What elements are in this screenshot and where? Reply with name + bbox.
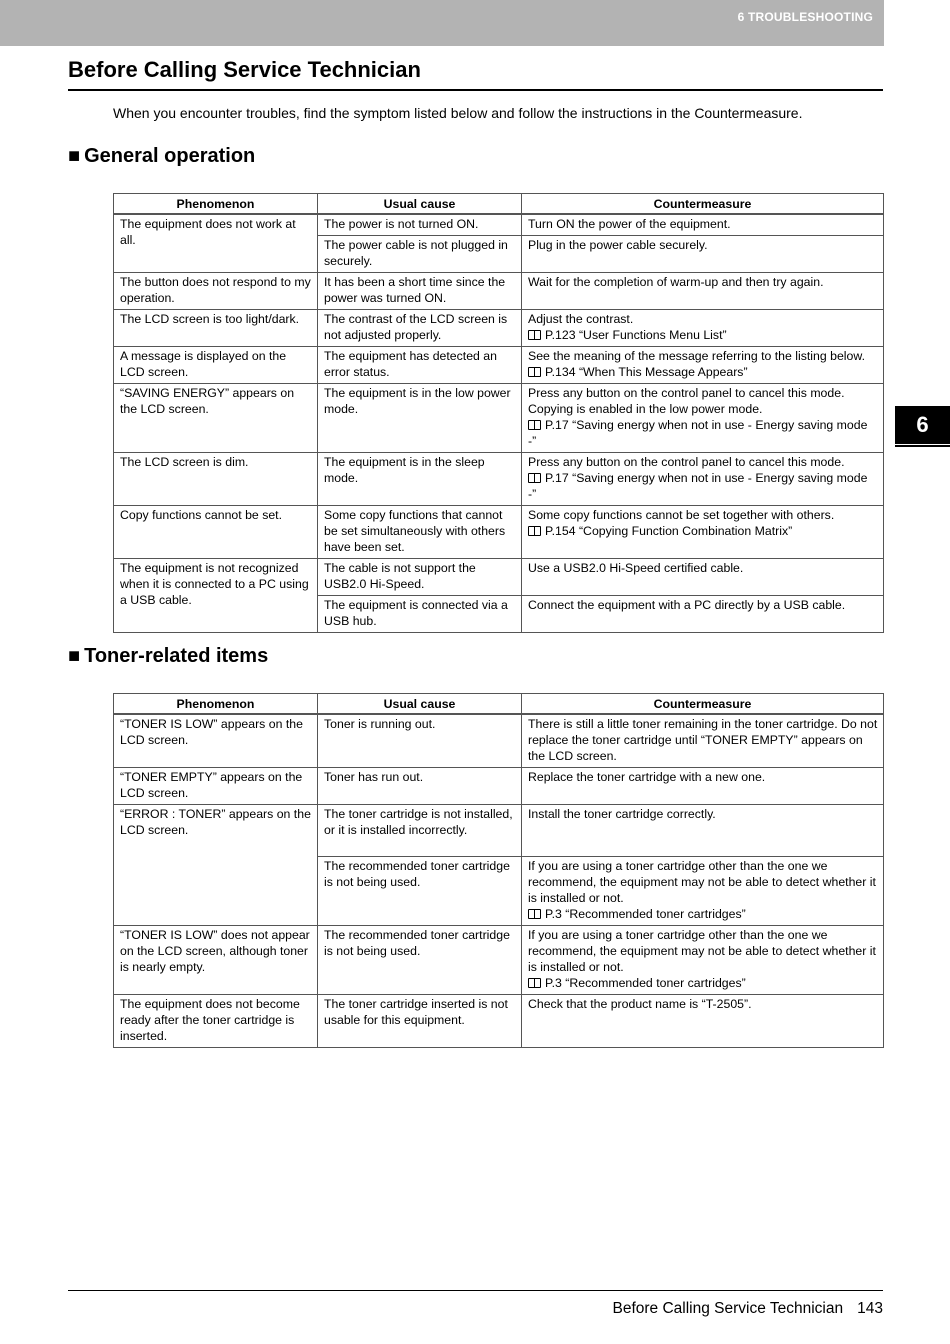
cause-cell: The cable is not support the USB2.0 Hi-Speed.	[318, 559, 522, 596]
title-divider	[68, 89, 883, 91]
manual-reference-icon	[528, 526, 541, 536]
cause-cell: The power cable is not plugged in securely.	[318, 236, 522, 273]
countermeasure-cell	[522, 236, 884, 273]
phenomenon-cell: The button does not respond to my operation.	[114, 273, 318, 310]
table-row	[114, 506, 884, 559]
countermeasure-cell	[522, 506, 884, 559]
phenomenon-cell: The LCD screen is dim.	[114, 453, 318, 506]
table-row	[114, 273, 884, 310]
countermeasure-text: Press any button on the control panel to cancel this mode. Copying is enabled in the low power mode.	[528, 386, 845, 416]
cause-cell: The power is not turned ON.	[318, 214, 522, 236]
countermeasure-text: There is still a little toner remaining in the toner cartridge. Do not replace the toner cartridge until “TONER EMPTY” appears on the LCD screen.	[528, 717, 878, 763]
general-operation-table	[113, 193, 884, 633]
countermeasure-text: If you are using a toner cartridge other than the one we recommend, the equipment may not be able to detect whether it is installed or not.	[528, 928, 876, 974]
page-reference-text: P.154 “Copying Function Combination Matrix”	[545, 524, 793, 538]
column-header-countermeasure: Countermeasure	[522, 194, 884, 215]
square-bullet-icon: ■	[68, 145, 81, 167]
countermeasure-cell	[522, 453, 884, 506]
manual-reference-icon	[528, 367, 541, 377]
countermeasure-text: Plug in the power cable securely.	[528, 238, 708, 252]
page-reference[interactable]	[528, 906, 878, 922]
manual-reference-icon	[528, 330, 541, 340]
cause-cell: Toner is running out.	[318, 714, 522, 768]
countermeasure-cell	[522, 995, 884, 1048]
manual-reference-icon	[528, 473, 541, 483]
phenomenon-cell: A message is displayed on the LCD screen.	[114, 347, 318, 384]
countermeasure-cell	[522, 273, 884, 310]
page-reference[interactable]	[528, 327, 878, 343]
page-reference[interactable]	[528, 975, 878, 991]
cause-cell: The contrast of the LCD screen is not adjusted properly.	[318, 310, 522, 347]
countermeasure-text: Wait for the completion of warm-up and then try again.	[528, 275, 824, 289]
countermeasure-text: Install the toner cartridge correctly.	[528, 807, 716, 821]
countermeasure-cell	[522, 596, 884, 633]
table-row	[114, 995, 884, 1048]
page-title: Before Calling Service Technician	[68, 57, 421, 82]
table-row	[114, 559, 884, 596]
page-reference[interactable]	[528, 364, 878, 380]
footer-divider	[68, 1290, 883, 1291]
countermeasure-cell	[522, 805, 884, 857]
cause-cell: The equipment is in the sleep mode.	[318, 453, 522, 506]
cause-cell: Toner has run out.	[318, 768, 522, 805]
phenomenon-cell: The equipment does not work at all.	[114, 214, 318, 273]
cause-cell: The recommended toner cartridge is not being used.	[318, 926, 522, 995]
table-row	[114, 714, 884, 768]
page-number: 143	[857, 1300, 883, 1317]
countermeasure-cell	[522, 768, 884, 805]
manual-reference-icon	[528, 978, 541, 988]
column-header-usual-cause: Usual cause	[318, 694, 522, 715]
column-header-phenomenon: Phenomenon	[114, 694, 318, 715]
section-heading-label: General operation	[84, 145, 256, 167]
toner-related-table	[113, 693, 884, 1048]
page-reference-text: P.17 “Saving energy when not in use - Energy saving mode -”	[528, 471, 868, 501]
page-footer	[613, 1300, 884, 1318]
cause-cell: The equipment is connected via a USB hub.	[318, 596, 522, 633]
phenomenon-cell: “TONER IS LOW” does not appear on the LCD screen, although toner is nearly empty.	[114, 926, 318, 995]
phenomenon-cell: Copy functions cannot be set.	[114, 506, 318, 559]
square-bullet-icon: ■	[68, 645, 81, 667]
table-header-row	[114, 694, 884, 715]
phenomenon-cell: The equipment is not recognized when it is connected to a PC using a USB cable.	[114, 559, 318, 633]
cause-cell: The toner cartridge is not installed, or it is installed incorrectly.	[318, 805, 522, 857]
phenomenon-cell: “TONER IS LOW” appears on the LCD screen.	[114, 714, 318, 768]
table-row	[114, 926, 884, 995]
phenomenon-cell: The LCD screen is too light/dark.	[114, 310, 318, 347]
cause-cell: The equipment is in the low power mode.	[318, 384, 522, 453]
manual-reference-icon	[528, 909, 541, 919]
phenomenon-cell: “ERROR : TONER” appears on the LCD screen.	[114, 805, 318, 926]
countermeasure-cell	[522, 559, 884, 596]
countermeasure-text: Adjust the contrast.	[528, 312, 634, 326]
phenomenon-cell: “TONER EMPTY” appears on the LCD screen.	[114, 768, 318, 805]
column-header-countermeasure: Countermeasure	[522, 694, 884, 715]
page-reference-text: P.3 “Recommended toner cartridges”	[545, 976, 746, 990]
table-row	[114, 347, 884, 384]
page-reference-text: P.17 “Saving energy when not in use - Energy saving mode -”	[528, 418, 868, 448]
phenomenon-cell: “SAVING ENERGY” appears on the LCD screen.	[114, 384, 318, 453]
chapter-header: 6 TROUBLESHOOTING	[737, 10, 873, 24]
countermeasure-text: Check that the product name is “T-2505”.	[528, 997, 752, 1011]
countermeasure-cell	[522, 926, 884, 995]
countermeasure-cell	[522, 310, 884, 347]
countermeasure-cell	[522, 347, 884, 384]
page-reference[interactable]	[528, 523, 878, 539]
countermeasure-text: Turn ON the power of the equipment.	[528, 217, 731, 231]
page-reference-text: P.134 “When This Message Appears”	[545, 365, 748, 379]
countermeasure-text: See the meaning of the message referring to the listing below.	[528, 349, 865, 363]
page-reference-text: P.3 “Recommended toner cartridges”	[545, 907, 746, 921]
page-reference-text: P.123 “User Functions Menu List”	[545, 328, 727, 342]
cause-cell: The toner cartridge inserted is not usable for this equipment.	[318, 995, 522, 1048]
section-heading-general-operation	[68, 145, 255, 168]
countermeasure-text: Some copy functions cannot be set together with others.	[528, 508, 835, 522]
page-reference[interactable]	[528, 470, 878, 502]
cause-cell: It has been a short time since the power was turned ON.	[318, 273, 522, 310]
intro-text: When you encounter troubles, find the symptom listed below and follow the instructions in the Countermeasure.	[113, 105, 803, 121]
column-header-usual-cause: Usual cause	[318, 194, 522, 215]
table-row	[114, 768, 884, 805]
countermeasure-text: If you are using a toner cartridge other than the one we recommend, the equipment may not be able to detect whether it is installed or not.	[528, 859, 876, 905]
cause-cell: Some copy functions that cannot be set simultaneously with others have been set.	[318, 506, 522, 559]
countermeasure-text: Use a USB2.0 Hi-Speed certified cable.	[528, 561, 744, 575]
table-row	[114, 310, 884, 347]
chapter-tab: 6	[895, 406, 950, 444]
manual-reference-icon	[528, 420, 541, 430]
cause-cell: The recommended toner cartridge is not being used.	[318, 857, 522, 926]
chapter-tab-underline	[895, 445, 950, 447]
countermeasure-cell	[522, 714, 884, 768]
countermeasure-cell	[522, 857, 884, 926]
countermeasure-text: Connect the equipment with a PC directly by a USB cable.	[528, 598, 846, 612]
table-row	[114, 453, 884, 506]
cause-cell: The equipment has detected an error status.	[318, 347, 522, 384]
countermeasure-cell	[522, 214, 884, 236]
section-heading-label: Toner-related items	[84, 645, 269, 667]
countermeasure-cell	[522, 384, 884, 453]
table-header-row	[114, 194, 884, 215]
table-row	[114, 805, 884, 857]
table-row	[114, 384, 884, 453]
countermeasure-text: Press any button on the control panel to cancel this mode.	[528, 455, 845, 469]
column-header-phenomenon: Phenomenon	[114, 194, 318, 215]
page-reference[interactable]	[528, 417, 878, 449]
footer-title: Before Calling Service Technician	[612, 1300, 844, 1317]
table-row	[114, 214, 884, 236]
countermeasure-text: Replace the toner cartridge with a new one.	[528, 770, 766, 784]
phenomenon-cell: The equipment does not become ready after the toner cartridge is inserted.	[114, 995, 318, 1048]
section-heading-toner-related-items	[68, 645, 268, 668]
